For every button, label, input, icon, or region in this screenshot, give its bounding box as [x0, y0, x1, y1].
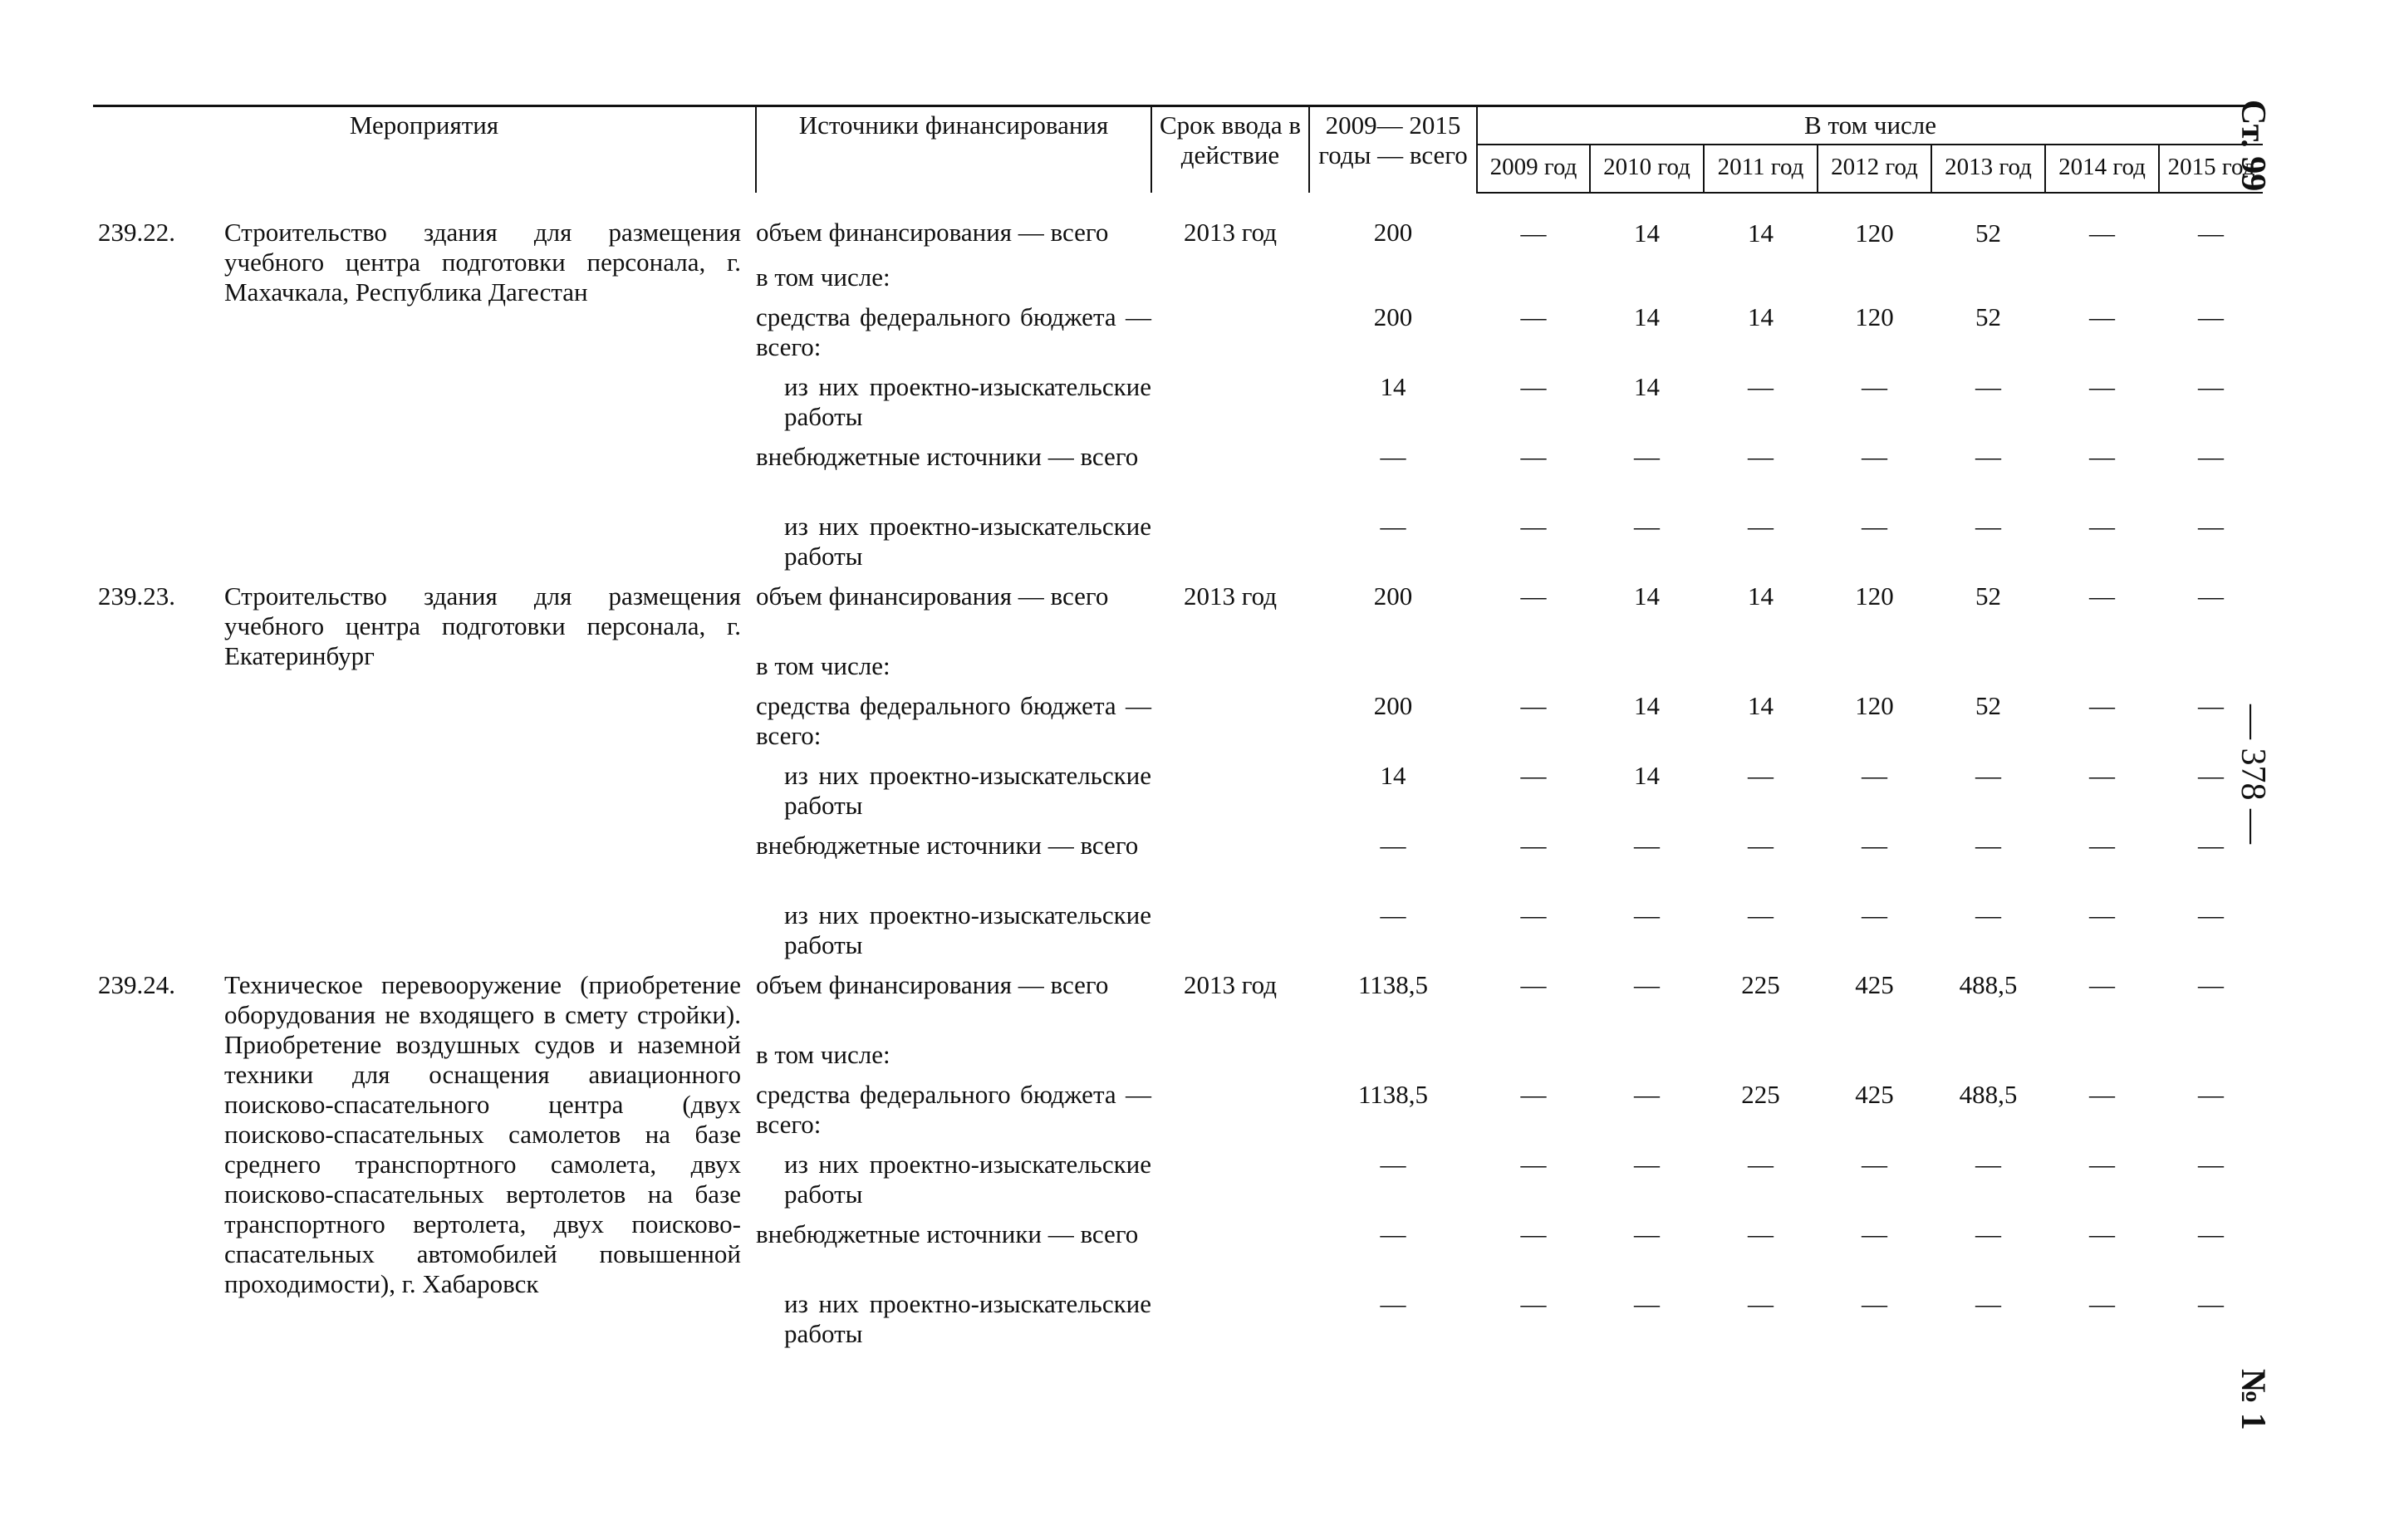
- year-cell: —: [1634, 1150, 1660, 1179]
- total-cell: 200: [1373, 691, 1413, 720]
- total-cell: 14: [1380, 761, 1406, 790]
- year-cell: —: [2089, 581, 2115, 611]
- total-cell: —: [1380, 512, 1406, 541]
- year-cell: —: [2198, 1219, 2225, 1248]
- source-label: средства федерального бюджета — всего:: [756, 691, 1151, 750]
- year-cell: —: [1862, 900, 1887, 929]
- header-year: 2009 год: [1477, 145, 1590, 193]
- year-cell: —: [2089, 372, 2115, 401]
- year-cell: [1704, 1040, 1818, 1080]
- year-cell: 425: [1855, 1080, 1894, 1109]
- total-cell: —: [1380, 1289, 1406, 1318]
- header-term: Срок ввода в действие: [1151, 106, 1309, 194]
- year-cell: —: [1520, 218, 1547, 248]
- year-cell: —: [2089, 218, 2115, 248]
- year-cell: —: [1634, 1219, 1660, 1248]
- source-label: в том числе:: [756, 651, 890, 680]
- source-label: в том числе:: [756, 262, 890, 292]
- term-cell: [1151, 831, 1309, 900]
- year-cell: —: [2198, 1080, 2225, 1109]
- source-label: объем финансирования — всего: [756, 970, 1109, 999]
- year-cell: 52: [1975, 581, 2001, 611]
- year-cell: —: [1634, 900, 1660, 929]
- year-cell: —: [2089, 900, 2115, 929]
- year-cell: —: [2089, 512, 2115, 541]
- term-cell: [1151, 1150, 1309, 1219]
- year-cell: —: [2089, 761, 2115, 790]
- term-cell: [1151, 372, 1309, 442]
- year-cell: 14: [1634, 761, 1660, 790]
- year-cell: —: [2198, 581, 2225, 611]
- year-cell: 14: [1634, 581, 1660, 611]
- item-name: Строительство здания для размещения учебного центра подготовки персонала, г. Екатеринбург: [224, 581, 741, 670]
- year-cell: —: [1634, 442, 1660, 471]
- year-cell: [1931, 262, 2045, 302]
- source-label: внебюджетные источники — всего: [756, 1219, 1139, 1248]
- total-cell: 14: [1380, 372, 1406, 401]
- source-label: внебюджетные источники — всего: [756, 442, 1139, 471]
- year-cell: 14: [1634, 218, 1660, 248]
- year-cell: —: [2089, 302, 2115, 331]
- year-cell: —: [2198, 761, 2225, 790]
- year-cell: 488,5: [1959, 970, 2018, 999]
- year-cell: —: [1748, 442, 1774, 471]
- year-cell: —: [2089, 1150, 2115, 1179]
- year-cell: —: [1862, 442, 1887, 471]
- page-number: — 378 —: [2234, 704, 2272, 844]
- year-cell: —: [1975, 831, 2001, 860]
- year-cell: —: [1520, 1289, 1547, 1318]
- year-cell: —: [1520, 1080, 1547, 1109]
- year-cell: [1477, 651, 1590, 691]
- year-cell: —: [1748, 900, 1774, 929]
- item-number: 239.22.: [98, 218, 175, 247]
- source-label: в том числе:: [756, 1040, 890, 1069]
- year-cell: —: [1520, 831, 1547, 860]
- year-cell: —: [1634, 831, 1660, 860]
- year-cell: —: [1634, 970, 1660, 999]
- year-cell: [1590, 651, 1704, 691]
- year-cell: 52: [1975, 302, 2001, 331]
- year-cell: —: [1975, 1219, 2001, 1248]
- year-cell: —: [1520, 970, 1547, 999]
- item-number: 239.24.: [98, 970, 175, 999]
- year-cell: [1931, 1040, 2045, 1080]
- document-page: [93, 105, 2263, 1359]
- year-cell: 488,5: [1959, 1080, 2018, 1109]
- year-cell: —: [1520, 1150, 1547, 1179]
- year-cell: [1590, 262, 1704, 302]
- year-cell: —: [1520, 900, 1547, 929]
- year-cell: —: [1975, 1150, 2001, 1179]
- year-cell: 14: [1748, 218, 1774, 248]
- year-cell: 14: [1748, 691, 1774, 720]
- year-cell: —: [1634, 1080, 1660, 1109]
- year-cell: —: [2089, 1289, 2115, 1318]
- term-cell: [1151, 302, 1309, 372]
- total-cell: —: [1380, 1219, 1406, 1248]
- total-cell: —: [1380, 1150, 1406, 1179]
- header-total: 2009— 2015 годы — всего: [1309, 106, 1477, 194]
- year-cell: —: [1748, 372, 1774, 401]
- total-cell: 1138,5: [1357, 1080, 1429, 1109]
- year-cell: [2045, 262, 2159, 302]
- year-cell: —: [2198, 970, 2225, 999]
- term-cell: [1151, 262, 1309, 302]
- year-cell: —: [2198, 1150, 2225, 1179]
- term-cell: 2013 год: [1183, 218, 1278, 247]
- year-cell: —: [1520, 302, 1547, 331]
- year-cell: —: [1975, 900, 2001, 929]
- year-cell: [1818, 651, 1931, 691]
- item-number: 239.23.: [98, 581, 175, 611]
- total-cell: —: [1380, 442, 1406, 471]
- term-cell: [1151, 512, 1309, 581]
- year-cell: —: [1520, 1219, 1547, 1248]
- year-cell: —: [1520, 761, 1547, 790]
- term-cell: [1151, 691, 1309, 761]
- year-cell: [2159, 1040, 2263, 1080]
- term-cell: [1151, 442, 1309, 512]
- year-cell: 14: [1748, 302, 1774, 331]
- year-cell: —: [2198, 302, 2225, 331]
- source-label: из них проектно-изыскательские работы: [784, 512, 1151, 571]
- year-cell: —: [2198, 1289, 2225, 1318]
- year-cell: [2159, 651, 2263, 691]
- year-cell: —: [1862, 512, 1887, 541]
- year-cell: —: [1975, 372, 2001, 401]
- total-cell: —: [1380, 900, 1406, 929]
- header-year: 2010 год: [1590, 145, 1704, 193]
- header-year: 2015 год: [2159, 145, 2263, 193]
- year-cell: 225: [1741, 970, 1780, 999]
- year-cell: —: [2089, 1080, 2115, 1109]
- source-label: из них проектно-изыскательские работы: [784, 1150, 1151, 1209]
- year-cell: —: [1520, 372, 1547, 401]
- source-label: из них проектно-изыскательские работы: [784, 761, 1151, 820]
- term-cell: [1151, 900, 1309, 970]
- year-cell: 120: [1855, 691, 1894, 720]
- year-cell: —: [1862, 1289, 1887, 1318]
- year-cell: —: [1748, 1219, 1774, 1248]
- year-cell: [2159, 262, 2263, 302]
- year-cell: —: [1520, 442, 1547, 471]
- total-cell: 1138,5: [1357, 970, 1429, 999]
- total-cell: 200: [1373, 302, 1413, 331]
- term-cell: [1151, 1219, 1309, 1289]
- term-cell: [1151, 1040, 1309, 1080]
- year-cell: —: [1862, 1219, 1887, 1248]
- source-label: из них проектно-изыскательские работы: [784, 372, 1151, 431]
- year-cell: 120: [1855, 581, 1894, 611]
- year-cell: [2045, 651, 2159, 691]
- year-cell: —: [1862, 372, 1887, 401]
- year-cell: —: [2089, 1219, 2115, 1248]
- year-cell: 14: [1634, 372, 1660, 401]
- table-header: [93, 106, 2263, 194]
- year-cell: [1704, 651, 1818, 691]
- header-sources: Источники финансирования: [756, 106, 1151, 194]
- year-cell: 14: [1634, 691, 1660, 720]
- header-measures: Мероприятия: [93, 106, 756, 194]
- table-row: [93, 193, 2263, 262]
- term-cell: [1151, 651, 1309, 691]
- source-label: из них проектно-изыскательские работы: [784, 900, 1151, 959]
- year-cell: —: [2198, 831, 2225, 860]
- total-cell: [1309, 1040, 1477, 1080]
- year-cell: —: [1520, 581, 1547, 611]
- year-cell: —: [2198, 372, 2225, 401]
- year-cell: —: [1520, 691, 1547, 720]
- year-cell: —: [1634, 512, 1660, 541]
- year-cell: —: [1748, 1150, 1774, 1179]
- source-label: средства федерального бюджета — всего:: [756, 1080, 1151, 1139]
- total-cell: 200: [1373, 218, 1413, 247]
- year-cell: —: [1748, 831, 1774, 860]
- year-cell: —: [1748, 1289, 1774, 1318]
- source-label: внебюджетные источники — всего: [756, 831, 1139, 860]
- year-cell: [1704, 262, 1818, 302]
- year-cell: —: [1520, 512, 1547, 541]
- year-cell: —: [1975, 442, 2001, 471]
- year-cell: —: [1748, 761, 1774, 790]
- total-cell: —: [1380, 831, 1406, 860]
- year-cell: —: [2198, 218, 2225, 248]
- term-cell: 2013 год: [1183, 581, 1278, 611]
- term-cell: 2013 год: [1183, 970, 1278, 999]
- year-cell: —: [2198, 900, 2225, 929]
- year-cell: —: [1975, 761, 2001, 790]
- year-cell: —: [2089, 442, 2115, 471]
- header-year: 2014 год: [2045, 145, 2159, 193]
- table-row: [93, 581, 2263, 651]
- item-name: Строительство здания для размещения учебного центра подготовки персонала, г. Махачкала, Республика Дагестан: [224, 218, 741, 307]
- header-year: 2012 год: [1818, 145, 1931, 193]
- year-cell: —: [1862, 831, 1887, 860]
- year-cell: [2045, 1040, 2159, 1080]
- total-cell: [1309, 651, 1477, 691]
- year-cell: —: [1862, 1150, 1887, 1179]
- year-cell: 120: [1855, 302, 1894, 331]
- source-label: объем финансирования — всего: [756, 218, 1109, 247]
- year-cell: —: [2089, 970, 2115, 999]
- year-cell: 425: [1855, 970, 1894, 999]
- year-cell: [1931, 651, 2045, 691]
- year-cell: 14: [1634, 302, 1660, 331]
- term-cell: [1151, 761, 1309, 831]
- year-cell: 52: [1975, 691, 2001, 720]
- year-cell: 225: [1741, 1080, 1780, 1109]
- source-label: из них проектно-изыскательские работы: [784, 1289, 1151, 1348]
- year-cell: —: [2089, 831, 2115, 860]
- source-label: средства федерального бюджета — всего:: [756, 302, 1151, 361]
- program-table: [93, 105, 2263, 1359]
- term-cell: [1151, 1289, 1309, 1359]
- year-cell: [1477, 262, 1590, 302]
- item-name: Техническое перевооружение (приобретение оборудования не входящего в смету стройки). Приобретение воздушных судов и наземной техники для оснащения авиационного поисково-спасательного центра (двух поисково-спасательных самолетов на базе среднего транспортного самолета, двух поисково-спасательных вертолетов на базе транспортного вертолета, двух поисково-спасательных автомобилей повышенной проходимости), г. Хабаровск: [224, 970, 741, 1298]
- year-cell: 14: [1748, 581, 1774, 611]
- total-cell: [1309, 262, 1477, 302]
- year-cell: —: [2198, 512, 2225, 541]
- year-cell: —: [2089, 691, 2115, 720]
- source-label: объем финансирования — всего: [756, 581, 1109, 611]
- year-cell: 120: [1855, 218, 1894, 248]
- term-cell: [1151, 1080, 1309, 1150]
- table-row: [93, 970, 2263, 1040]
- year-cell: [1590, 1040, 1704, 1080]
- year-cell: —: [1975, 512, 2001, 541]
- year-cell: [1818, 1040, 1931, 1080]
- header-year: 2013 год: [1931, 145, 2045, 193]
- article-label: Ст. 99: [2234, 100, 2272, 192]
- year-cell: 52: [1975, 218, 2001, 248]
- header-year: 2011 год: [1704, 145, 1818, 193]
- year-cell: —: [1748, 512, 1774, 541]
- table-body: [93, 193, 2263, 1359]
- year-cell: [1477, 1040, 1590, 1080]
- total-cell: 200: [1373, 581, 1413, 611]
- year-cell: —: [1975, 1289, 2001, 1318]
- year-cell: —: [2198, 691, 2225, 720]
- year-cell: [1818, 262, 1931, 302]
- year-cell: —: [2198, 442, 2225, 471]
- year-cell: —: [1862, 761, 1887, 790]
- issue-label: № 1: [2234, 1369, 2272, 1430]
- header-including: В том числе: [1477, 106, 2263, 145]
- year-cell: —: [1634, 1289, 1660, 1318]
